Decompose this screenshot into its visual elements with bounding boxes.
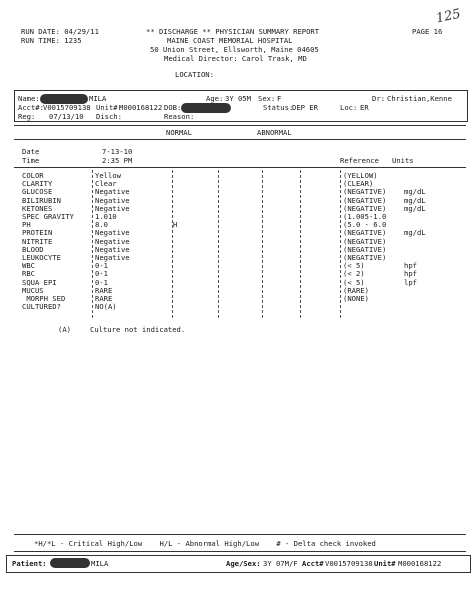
footer-unit-label: Unit# bbox=[374, 559, 396, 568]
doctor-label: Dr: bbox=[372, 94, 385, 103]
table-row bbox=[0, 270, 474, 278]
date-label: Date bbox=[22, 147, 40, 156]
test-name: PH bbox=[22, 220, 31, 230]
table-row bbox=[0, 238, 474, 246]
test-flag: H bbox=[173, 220, 178, 230]
reference-range: (< 5) bbox=[343, 261, 365, 271]
test-result: Negative bbox=[95, 195, 130, 205]
result-units: mg/dL bbox=[404, 195, 426, 205]
table-row bbox=[0, 279, 474, 287]
patient-age: 3Y 05M bbox=[225, 94, 251, 103]
reference-range: (1.005-1.0 bbox=[343, 212, 387, 221]
reference-range: (NONE) bbox=[343, 294, 369, 303]
patient-sex: F bbox=[277, 94, 282, 103]
table-row bbox=[0, 295, 474, 303]
table-row bbox=[0, 221, 474, 229]
result-units: lpf bbox=[404, 277, 417, 287]
reference-range: (< 2) bbox=[343, 269, 365, 279]
test-name: MORPH SED bbox=[22, 294, 66, 303]
reason-label: Reason: bbox=[164, 112, 195, 121]
footer-patient-name: MILA bbox=[91, 559, 109, 568]
dob-label: DOB: bbox=[164, 103, 182, 112]
test-name: CULTURED? bbox=[22, 302, 61, 312]
reg-date: 07/13/10 bbox=[49, 112, 84, 121]
test-name: BILIRUBIN bbox=[22, 195, 61, 205]
table-row bbox=[0, 303, 474, 311]
abnormal-column-header: ABNORMAL bbox=[257, 128, 292, 137]
handwritten-page-number: 125 bbox=[434, 6, 463, 27]
footer-patient-label: Patient: bbox=[12, 559, 47, 568]
reference-range: (NEGATIVE) bbox=[343, 244, 387, 254]
test-result: 0-1 bbox=[95, 269, 108, 279]
time-label: Time bbox=[22, 156, 40, 165]
location-label: LOCATION: bbox=[175, 70, 214, 79]
acct-label: Acct#: bbox=[18, 103, 44, 112]
footnote-marker: (A) bbox=[58, 325, 71, 334]
test-name: KETONES bbox=[22, 203, 53, 213]
normal-column-header: NORMAL bbox=[166, 128, 192, 137]
table-row bbox=[0, 213, 474, 221]
test-result: Negative bbox=[95, 228, 130, 238]
reg-label: Reg: bbox=[18, 112, 36, 121]
test-name: NITRITE bbox=[22, 236, 53, 246]
reference-range: (< 5) bbox=[343, 277, 365, 287]
acct-number: V0015709138 bbox=[43, 103, 91, 112]
test-result: Negative bbox=[95, 187, 130, 197]
test-result: Negative bbox=[95, 236, 130, 246]
reference-range: (NEGATIVE) bbox=[343, 236, 387, 246]
test-result: 8.0 bbox=[95, 220, 108, 230]
table-row bbox=[0, 188, 474, 196]
result-units: hpf bbox=[404, 261, 417, 271]
test-result: Negative bbox=[95, 203, 130, 213]
reference-range: (NEGATIVE) bbox=[343, 228, 387, 238]
result-units: mg/dL bbox=[404, 187, 426, 197]
hospital-name: MAINE COAST MEMORIAL HOSPITAL bbox=[167, 36, 293, 45]
footer-agesex: 3Y 07M/F bbox=[263, 559, 298, 568]
reference-range: (NEGATIVE) bbox=[343, 195, 387, 205]
test-result: RARE bbox=[95, 285, 113, 295]
reference-range: (NEGATIVE) bbox=[343, 187, 387, 197]
test-result: 1.010 bbox=[95, 212, 117, 221]
result-units: mg/dL bbox=[404, 228, 426, 238]
test-result: Negative bbox=[95, 244, 130, 254]
legend-bottom-rule bbox=[14, 551, 466, 552]
run-time: RUN TIME: 1235 bbox=[21, 36, 82, 45]
test-result: Yellow bbox=[95, 171, 121, 180]
test-result: NO(A) bbox=[95, 302, 117, 312]
reference-range: (YELLOW) bbox=[343, 171, 378, 180]
test-result: 0-1 bbox=[95, 261, 108, 271]
medical-director: Medical Director: Carol Trask, MD bbox=[164, 54, 307, 63]
table-row bbox=[0, 197, 474, 205]
name-label: Name: bbox=[18, 94, 40, 103]
loc-label: Loc: bbox=[340, 103, 358, 112]
test-result: Negative bbox=[95, 253, 130, 262]
unit-number: M000168122 bbox=[119, 103, 163, 112]
status-label: Status: bbox=[263, 103, 294, 112]
table-row bbox=[0, 262, 474, 270]
flag-legend: *H/*L - Critical High/Low H/L - Abnormal High/Low # - Delta check invoked bbox=[34, 539, 376, 548]
test-name: LEUKOCYTE bbox=[22, 253, 61, 262]
page-number: PAGE 16 bbox=[412, 27, 443, 36]
table-row bbox=[0, 180, 474, 188]
age-label: Age: bbox=[206, 94, 224, 103]
table-row bbox=[0, 172, 474, 180]
hospital-address: 50 Union Street, Ellsworth, Maine 04605 bbox=[150, 45, 319, 54]
reference-range: (CLEAR) bbox=[343, 179, 374, 189]
doctor-name: Christian,Kenne bbox=[387, 94, 452, 103]
reference-header: Reference bbox=[340, 156, 379, 165]
run-date: RUN DATE: 04/29/11 bbox=[21, 27, 99, 36]
table-top-rule bbox=[14, 125, 466, 126]
collection-date: 7-13-10 bbox=[102, 147, 133, 156]
loc-value: ER bbox=[360, 103, 369, 112]
footer-agesex-label: Age/Sex: bbox=[226, 559, 261, 568]
footer-acct: V0015709138 bbox=[325, 559, 373, 568]
table-row bbox=[0, 287, 474, 295]
result-units: mg/dL bbox=[404, 203, 426, 213]
report-title: ** DISCHARGE ** PHYSICIAN SUMMARY REPORT bbox=[146, 27, 320, 36]
test-result: Clear bbox=[95, 179, 117, 189]
test-result: 0-1 bbox=[95, 277, 108, 287]
reference-range: (NEGATIVE) bbox=[343, 253, 387, 262]
test-name: MUCUS bbox=[22, 285, 44, 295]
reference-range: (NEGATIVE) bbox=[343, 203, 387, 213]
test-name: GLUCOSE bbox=[22, 187, 53, 197]
test-name: COLOR bbox=[22, 171, 44, 180]
test-name: BLOOD bbox=[22, 244, 44, 254]
legend-top-rule bbox=[14, 534, 466, 535]
table-row bbox=[0, 254, 474, 262]
footer-acct-label: Acct# bbox=[302, 559, 324, 568]
patient-name: MILA bbox=[89, 94, 107, 103]
footer-unit: M000168122 bbox=[398, 559, 442, 568]
test-name: SPEC GRAVITY bbox=[22, 212, 74, 221]
collection-time: 2:35 PM bbox=[102, 156, 133, 165]
data-top-rule bbox=[14, 167, 466, 168]
unit-label: Unit#: bbox=[96, 103, 122, 112]
test-name: PROTEIN bbox=[22, 228, 53, 238]
reference-range: (5.0 - 6.0 bbox=[343, 220, 387, 230]
test-name: RBC bbox=[22, 269, 35, 279]
result-units: hpf bbox=[404, 269, 417, 279]
status-value: DEP ER bbox=[292, 103, 318, 112]
test-result: RARE bbox=[95, 294, 113, 303]
redaction-mark bbox=[50, 558, 90, 568]
header-rule bbox=[14, 139, 466, 140]
reference-range: (RARE) bbox=[343, 285, 369, 295]
disch-label: Disch: bbox=[96, 112, 122, 121]
table-row bbox=[0, 229, 474, 237]
units-header: Units bbox=[392, 156, 414, 165]
sex-label: Sex: bbox=[258, 94, 276, 103]
test-name: SQUA EPI bbox=[22, 277, 57, 287]
test-name: CLARITY bbox=[22, 179, 53, 189]
footnote-text: Culture not indicated. bbox=[90, 325, 186, 334]
test-name: WBC bbox=[22, 261, 35, 271]
table-row bbox=[0, 246, 474, 254]
